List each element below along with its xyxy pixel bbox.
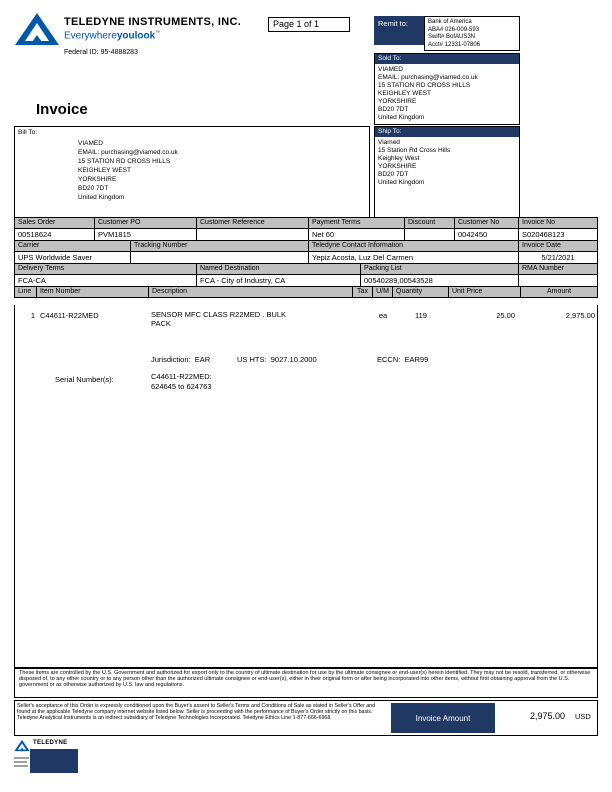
address-line: EMAIL: purchasing@viamed.co.uk — [78, 149, 178, 156]
jurisdiction — [151, 355, 210, 364]
teledyne-logo-small-icon — [14, 739, 30, 752]
address-line: EMAIL: purchasing@viamed.co.uk — [378, 74, 478, 81]
eccn-value: EAR99 — [404, 355, 429, 364]
invoice-amount-box: Invoice Amount — [391, 703, 495, 733]
bill-to-label: Bill To: — [18, 129, 38, 136]
tagline-regular: Everywhere — [64, 30, 117, 42]
info-value-row-1 — [15, 229, 597, 241]
item-amount: 2,975.00 — [565, 311, 595, 320]
address-line: KEIGHLEY WEST — [378, 90, 431, 97]
bank-detail-line: Bank of America — [428, 19, 472, 25]
header-contact-information: Teledyne Contact Information — [309, 241, 519, 251]
address-line: United Kingdom — [78, 194, 125, 201]
header-customer-reference: Customer Reference — [197, 218, 309, 228]
value-customer-reference — [197, 229, 309, 240]
value-payment-terms: Net 60 — [309, 229, 405, 240]
header-quantity: Quantity — [393, 287, 449, 297]
us-hts-label: US HTS: — [237, 355, 267, 364]
eccn — [377, 355, 428, 364]
company-name: TELEDYNE INSTRUMENTS, INC. — [64, 16, 242, 28]
header-line: Line — [15, 287, 37, 297]
remit-to-label: Remit to: — [374, 16, 424, 45]
address-line: 15 Station Rd Cross Hills — [378, 147, 451, 154]
footer-brand-name: TELEDYNE — [33, 740, 68, 746]
value-invoice-no: S020468123 — [522, 230, 565, 239]
footer-brand-block — [30, 749, 78, 773]
sold-to-box — [374, 53, 520, 125]
header-unit-price: Unit Price — [449, 287, 521, 297]
item-description: SENSOR MFC CLASS R22MED . BULK PACK — [151, 310, 287, 328]
header-discount: Discount — [405, 218, 455, 228]
address-line: YORKSHIRE — [78, 176, 117, 183]
header-um: U/M — [373, 287, 393, 297]
header-rma-number: RMA Number — [519, 264, 597, 274]
invoice-amount-value: 2,975.00 — [529, 711, 565, 721]
header-sales-order: Sales Order — [15, 218, 95, 228]
header-customer-po: Customer PO — [95, 218, 197, 228]
us-hts — [237, 355, 317, 364]
bank-detail-line: Acct# 12331-07806 — [428, 41, 481, 48]
address-line: 15 STATION RD CROSS HILLS — [378, 82, 471, 89]
page-number-box: Page 1 of 1 — [268, 17, 350, 32]
federal-id: Federal ID: 95-4888283 — [64, 49, 138, 56]
eccn-label: ECCN: — [377, 355, 401, 364]
bank-detail-line: Swift# BofAUS3N — [428, 34, 476, 40]
footer-address-line — [14, 765, 28, 767]
item-um: ea — [378, 311, 388, 320]
info-header-row-3 — [15, 264, 597, 275]
header-amount: Amount — [521, 287, 597, 297]
address-line: BD20 7DT — [378, 106, 409, 113]
serial-numbers-range: 624645 to 624763 — [151, 382, 212, 391]
header-carrier: Carrier — [15, 241, 131, 251]
bank-detail-line: ABA# 026-009-593 — [428, 26, 480, 33]
footer-strip — [14, 700, 598, 736]
info-value-row-2 — [15, 252, 597, 264]
address-line: Viamed — [378, 139, 400, 146]
terms-notice: Seller's acceptance of this Order is expressly conditioned upon the Buyer's assent to Seller's Terms and Conditions of Sale as stated in Seller's Offer and found at the applicable Teledyne company internet website listed below. Seller is proceeding with the performance of Buyer's Order strictly on this basis. Teledyne Analytical Instruments is an indirect subsidiary of Teledyne Technologies Incorporated. Teledyne Ethics Line 1-877-666-6968. — [17, 703, 376, 722]
line-items-body — [14, 305, 598, 668]
info-header-row-1 — [15, 218, 597, 229]
address-line: United Kingdom — [378, 114, 425, 121]
header-tax: Tax — [353, 287, 373, 297]
item-line-number: 1 — [30, 311, 35, 320]
ship-to-address — [375, 137, 519, 189]
item-unit-price: 25.00 — [496, 311, 515, 320]
tagline-trademark: ™ — [155, 30, 161, 36]
remit-bank-details — [424, 16, 520, 51]
footer-address-line — [14, 757, 29, 759]
info-header-row-2 — [15, 241, 597, 252]
address-line: KEIGHLEY WEST — [78, 167, 131, 174]
header-invoice-date: Invoice Date — [519, 241, 597, 251]
bill-to-address — [75, 137, 181, 204]
header-packing-list: Packing List — [361, 264, 519, 274]
value-packing-list: 00540289,00543528 — [361, 275, 519, 286]
header-tracking-number: Tracking Number — [131, 241, 309, 251]
item-quantity: 119 — [415, 311, 427, 320]
address-line: VIAMED — [78, 140, 103, 147]
header-delivery-terms: Delivery Terms — [15, 264, 197, 274]
value-delivery-terms: FCA-CA — [15, 275, 197, 286]
export-control-notice: These items are controlled by the U.S. Government and authorized for export only to the country of ultimate destination for use by the ultimate consignee or end-user(s) herein identified. They may not be resold, transferred, or otherwise disposed of, to any other country or to any person other than the authorized ultimate consignee or end-user(s), either in their original form or after being incorporated into other items, without first obtaining approval from the U.S. government or as otherwise authorized by U.S. law and regulations. — [14, 668, 598, 698]
serial-numbers-item: C44611-R22MED: — [151, 372, 212, 381]
item-number: C44611-R22MED — [40, 311, 99, 320]
header-invoice-no: Invoice No — [519, 218, 597, 228]
currency-label: USD — [575, 712, 591, 721]
sold-to-address — [375, 64, 519, 124]
company-tagline — [64, 30, 160, 41]
value-customer-po: PVM1815 — [95, 229, 197, 240]
footer-address-line — [14, 761, 27, 763]
sold-to-label: Sold To: — [375, 54, 519, 64]
value-contact-information: Yepiz Acosta, Luz Del Carmen — [309, 252, 519, 263]
value-customer-no: 0042450 — [455, 229, 519, 240]
address-line: United Kingdom — [378, 179, 425, 186]
value-discount — [405, 229, 455, 240]
address-line: BD20 7DT — [378, 171, 409, 178]
value-rma-number — [519, 275, 597, 286]
value-invoice-date: 5/21/2021 — [541, 253, 575, 262]
value-sales-order: 00518624 — [15, 229, 95, 240]
address-line: BD20 7DT — [78, 185, 109, 192]
tagline-bold: youlook — [116, 30, 156, 42]
address-line: YORKSHIRE — [378, 98, 417, 105]
header-payment-terms: Payment Terms — [309, 218, 405, 228]
invoice-title: Invoice — [36, 101, 88, 118]
value-named-destination: FCA - City of Industry, CA — [197, 275, 361, 286]
line-items-header-row — [15, 287, 597, 298]
ship-to-label: Ship To: — [375, 127, 519, 137]
bill-to-box — [14, 126, 370, 218]
address-line: Keighley West — [378, 155, 420, 162]
value-carrier: UPS Worldwide Saver — [15, 252, 131, 263]
value-tracking-number — [131, 252, 309, 263]
header-customer-no: Customer No — [455, 218, 519, 228]
teledyne-logo-icon — [14, 12, 60, 46]
header-item-number: Item Number — [37, 287, 149, 297]
jurisdiction-label: Jurisdiction: — [151, 355, 191, 364]
jurisdiction-value: EAR — [194, 355, 211, 364]
ship-to-box — [374, 126, 520, 218]
invoice-info-table — [14, 217, 598, 298]
serial-numbers-label: Serial Number(s): — [55, 375, 114, 384]
address-line: YORKSHIRE — [378, 163, 417, 170]
us-hts-value: 9027.10.2000 — [270, 355, 317, 364]
info-value-row-3 — [15, 275, 597, 287]
header-description: Description — [149, 287, 353, 297]
address-line: 15 STATION RD CROSS HILLS — [78, 158, 171, 165]
header-named-destination: Named Destination — [197, 264, 361, 274]
address-line: VIAMED — [378, 66, 403, 73]
